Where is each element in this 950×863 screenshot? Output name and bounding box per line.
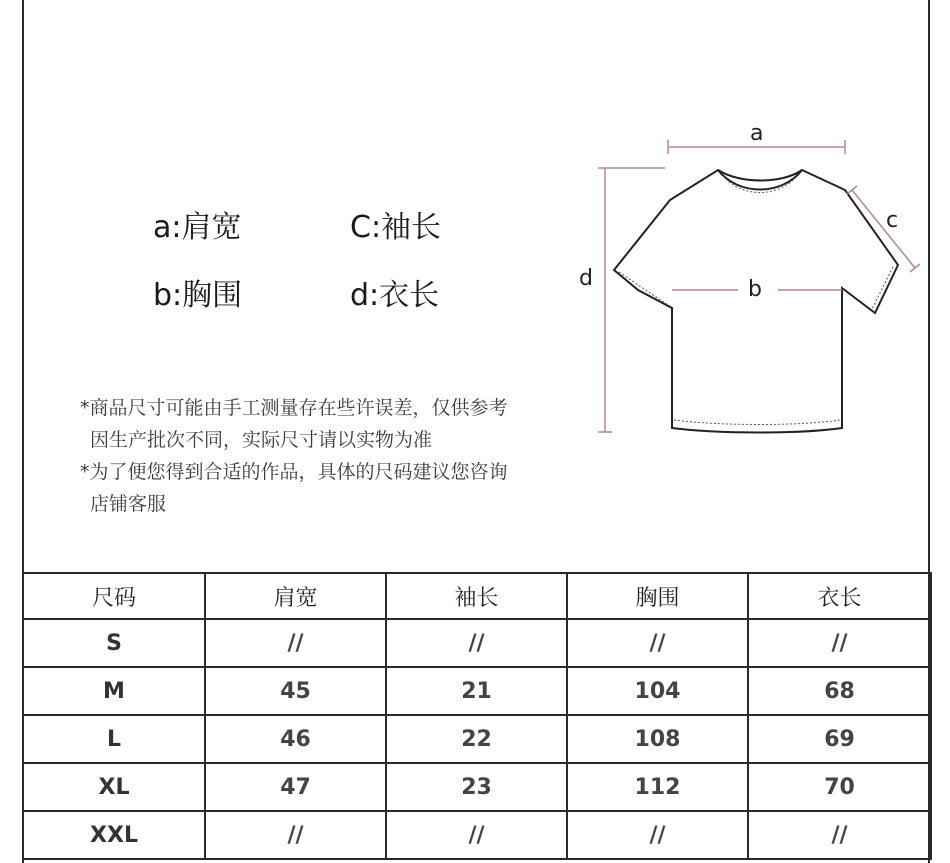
cell-sleeve: 22 (386, 715, 567, 763)
label-a: a (750, 121, 764, 146)
measurement-notes (80, 392, 600, 520)
header-size: 尺码 (23, 573, 205, 619)
cell-chest: // (567, 811, 748, 859)
cell-sleeve: 23 (386, 763, 567, 811)
cell-size: L (23, 715, 205, 763)
table-row (23, 619, 931, 667)
tshirt-right-cuff-stitch (872, 267, 893, 309)
note-line-2: 因生产批次不同，实际尺寸请以实物为准 (90, 429, 433, 451)
label-c: c (886, 208, 899, 233)
cell-shoulder: 46 (205, 715, 386, 763)
label-b: b (748, 277, 762, 302)
tshirt-left-cuff-stitch (619, 272, 668, 305)
header-shoulder: 肩宽 (205, 573, 386, 619)
cell-length: 68 (748, 667, 931, 715)
cell-shoulder: // (205, 811, 386, 859)
measure-c-line (847, 186, 920, 272)
table-row (23, 667, 931, 715)
label-d: d (579, 266, 593, 291)
cell-sleeve: // (386, 619, 567, 667)
note-line-4: 店铺客服 (90, 493, 167, 515)
cell-chest: 108 (567, 715, 748, 763)
cell-sleeve: 21 (386, 667, 567, 715)
size-chart-table (22, 572, 932, 860)
cell-sleeve: // (386, 811, 567, 859)
header-sleeve: 袖长 (386, 573, 567, 619)
tshirt-diagram (570, 110, 930, 450)
table-row (23, 811, 931, 859)
cell-chest: 104 (567, 667, 748, 715)
note-line-3: *为了便您得到合适的作品，具体的尺码建议您咨询 (80, 461, 508, 483)
cell-size: XL (23, 763, 205, 811)
tshirt-hem-stitch (674, 420, 840, 425)
header-chest: 胸围 (567, 573, 748, 619)
cell-length: 70 (748, 763, 931, 811)
cell-chest: 112 (567, 763, 748, 811)
legend-body-length: d:衣长 (350, 278, 440, 313)
table-header-row (23, 573, 931, 619)
cell-length: // (748, 619, 931, 667)
table-row (23, 763, 931, 811)
cell-size: XXL (23, 811, 205, 859)
cell-chest: // (567, 619, 748, 667)
cell-length: 69 (748, 715, 931, 763)
header-length: 衣长 (748, 573, 931, 619)
table-row (23, 715, 931, 763)
cell-shoulder: 45 (205, 667, 386, 715)
legend-chest: b:胸围 (153, 278, 243, 313)
note-line-1: *商品尺寸可能由手工测量存在些许误差，仅供参考 (80, 397, 508, 419)
cell-length: // (748, 811, 931, 859)
cell-shoulder: 47 (205, 763, 386, 811)
cell-shoulder: // (205, 619, 386, 667)
cell-size: M (23, 667, 205, 715)
cell-size: S (23, 619, 205, 667)
legend-shoulder-width: a:肩宽 (153, 210, 242, 245)
legend-sleeve-length: C:袖长 (350, 210, 442, 245)
